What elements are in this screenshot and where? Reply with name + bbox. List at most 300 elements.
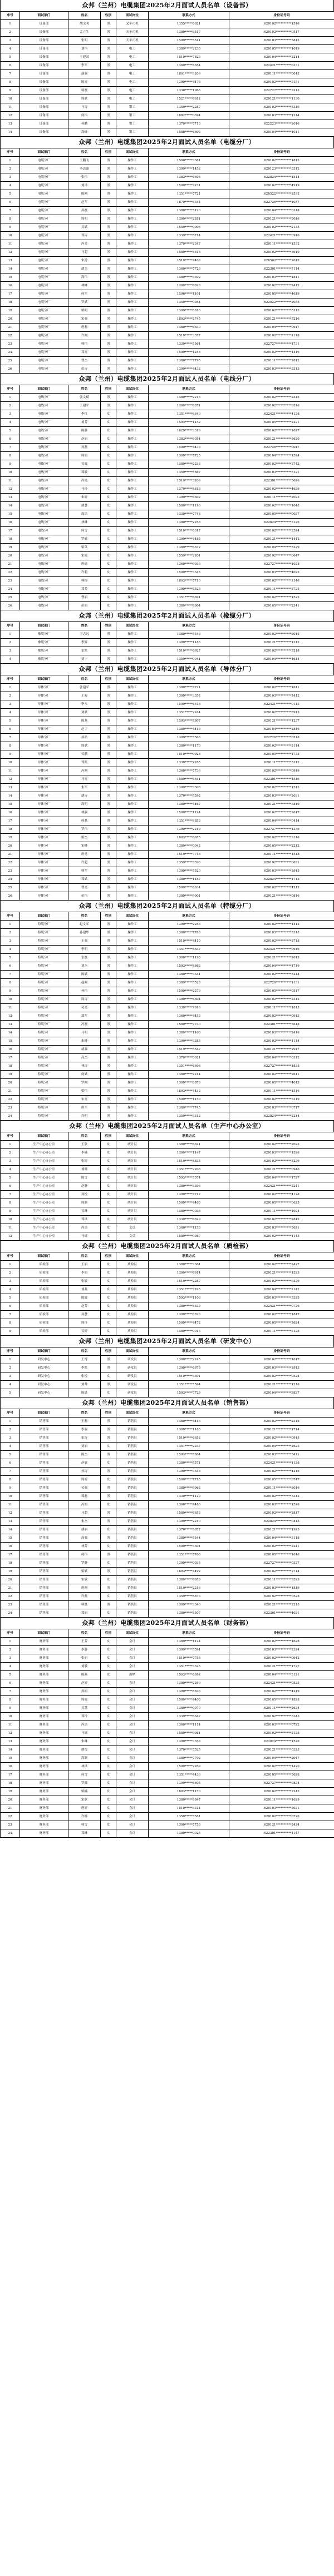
cell-phone: 1389*****6630 <box>149 324 229 332</box>
cell-phone: 1599*****5511 <box>149 37 229 45</box>
table-row <box>1 937 334 946</box>
cell-position: 销售员 <box>116 1534 149 1543</box>
cell-gender: 男 <box>101 207 116 215</box>
cell-phone: 1893*****6675 <box>149 834 229 842</box>
cell-name: 宋欣 <box>68 1796 101 1804</box>
cell-index: 17 <box>1 1054 20 1062</box>
candidate-table <box>0 621 334 664</box>
cell-index: 14 <box>1 792 20 800</box>
cell-name: 邓斌 <box>68 876 101 884</box>
cell-id-number: 620111**********0012 <box>229 70 334 78</box>
table-row <box>1 1543 334 1551</box>
cell-id-number: 620105**********1019 <box>229 45 334 53</box>
cell-id-number: 620121**********2013 <box>229 954 334 962</box>
table-row <box>1 502 334 510</box>
cell-phone: 1589*****5518 <box>149 248 229 257</box>
cell-position: 操作工 <box>116 775 149 784</box>
cell-id-number: 620105**********1616 <box>229 1551 334 1559</box>
cell-name: 李红 <box>68 410 101 419</box>
cell-name: 唐磊 <box>68 324 101 332</box>
cell-position: 质检员 <box>116 1319 149 1327</box>
section-title: 众邦（兰州）电缆集团2025年2月面试人员名单（电线分厂） <box>0 373 334 385</box>
table-row <box>1 1646 334 1654</box>
cell-position: 会计 <box>116 1829 149 1838</box>
cell-index: 11 <box>1 767 20 775</box>
cell-name: 张凯 <box>68 647 101 655</box>
table-row <box>1 1071 334 1079</box>
table-row <box>1 734 334 742</box>
cell-index: 19 <box>1 544 20 552</box>
cell-position: 销售员 <box>116 1559 149 1568</box>
cell-name: 李楠 <box>68 1149 101 1157</box>
table-row <box>1 257 334 265</box>
cell-phone: 1389*****2214 <box>149 1071 229 1079</box>
table-row <box>1 884 334 892</box>
cell-id-number: 620102**********4128 <box>229 1191 334 1199</box>
table-row <box>1 867 334 876</box>
cell-phone: 1399*****4432 <box>149 365 229 374</box>
cell-position: 质检员 <box>116 1286 149 1294</box>
cell-phone: 1359*****2287 <box>149 103 229 112</box>
cell-position: 操作工 <box>116 750 149 759</box>
cell-phone: 1370*****0021 <box>149 1054 229 1062</box>
cell-position: 会计 <box>116 1663 149 1671</box>
cell-department: 电缆分厂 <box>20 349 68 357</box>
cell-name: 马明 <box>68 1029 101 1037</box>
cell-phone: 1351*****6637 <box>149 946 229 954</box>
header-index: 序号 <box>1 1252 20 1261</box>
cell-id-number: 620105**********2212 <box>229 842 334 851</box>
header-department: 面试部门 <box>20 622 68 630</box>
cell-position: 操作工 <box>116 444 149 452</box>
cell-gender: 女 <box>101 1576 116 1584</box>
cell-name: 冯洁 <box>68 1224 101 1232</box>
cell-phone: 1380*****2258 <box>149 519 229 527</box>
table-row <box>1 1062 334 1071</box>
table-row <box>1 265 334 273</box>
cell-gender: 女 <box>101 1269 116 1277</box>
cell-gender: 女 <box>101 469 116 477</box>
cell-id-number: 620103**********1526 <box>229 1149 334 1157</box>
cell-index: 7 <box>1 971 20 979</box>
cell-id-number: 620104**********3118 <box>229 1534 334 1543</box>
cell-department: 财务部 <box>20 1754 68 1763</box>
cell-department: 特缆分厂 <box>20 1004 68 1012</box>
cell-department: 电线分厂 <box>20 494 68 502</box>
cell-index: 8 <box>1 1199 20 1207</box>
cell-id-number: 620103**********4023 <box>229 569 334 577</box>
cell-position: 质检员 <box>116 1277 149 1286</box>
cell-name: 刘娜 <box>68 1166 101 1174</box>
table-row <box>1 1216 334 1224</box>
cell-index: 2 <box>1 1149 20 1157</box>
cell-gender: 女 <box>101 1609 116 1618</box>
cell-index: 19 <box>1 1071 20 1079</box>
cell-phone: 1399*****8876 <box>149 1079 229 1087</box>
table-row <box>1 750 334 759</box>
cell-phone: 1399*****7758 <box>149 1821 229 1829</box>
cell-department: 质检部 <box>20 1327 68 1336</box>
table-row <box>1 1037 334 1046</box>
cell-position: 质检员 <box>116 1327 149 1336</box>
cell-name: 陈刚 <box>68 190 101 198</box>
cell-name: 赵敏 <box>68 1459 101 1468</box>
cell-position: 会计 <box>116 1788 149 1796</box>
cell-position: 会计 <box>116 1813 149 1821</box>
cell-id-number: 620104**********0318 <box>229 207 334 215</box>
table-row <box>1 1389 334 1398</box>
cell-id-number: 620102**********3915 <box>229 709 334 717</box>
cell-gender: 男 <box>101 1356 116 1364</box>
cell-department: 销售部 <box>20 1526 68 1534</box>
header-index: 序号 <box>1 1409 20 1418</box>
cell-department: 研发中心 <box>20 1389 68 1398</box>
table-row <box>1 1381 334 1389</box>
cell-gender: 男 <box>101 800 116 809</box>
cell-id-number: 622421**********0916 <box>229 232 334 240</box>
table-row <box>1 349 334 357</box>
cell-name: 王欣 <box>68 1141 101 1149</box>
cell-phone: 1509*****4472 <box>149 1319 229 1327</box>
header-id-number: 身份证号码 <box>229 148 334 157</box>
cell-name: 刘芳 <box>68 419 101 427</box>
cell-gender: 女 <box>101 1746 116 1754</box>
cell-phone: 1509*****2279 <box>149 987 229 996</box>
table-row <box>1 1012 334 1021</box>
header-position: 面试岗位 <box>116 1409 149 1418</box>
candidate-table <box>0 675 334 901</box>
cell-phone: 1399*****3340 <box>149 1601 229 1609</box>
cell-name: 赵刚 <box>68 979 101 987</box>
cell-phone: 1370*****7713 <box>149 120 229 128</box>
cell-position: 销售员 <box>116 1434 149 1443</box>
cell-name: 许娜 <box>68 1813 101 1821</box>
cell-position: 钳工 <box>116 112 149 120</box>
table-row <box>1 1704 334 1713</box>
cell-name: 梁明 <box>68 307 101 315</box>
cell-phone: 1519*****3314 <box>149 1804 229 1813</box>
cell-gender: 男 <box>101 639 116 647</box>
cell-name: 林强 <box>68 809 101 817</box>
table-row <box>1 1418 334 1426</box>
cell-name: 胡杰 <box>68 265 101 273</box>
cell-gender: 男 <box>101 324 116 332</box>
cell-department: 财务部 <box>20 1771 68 1779</box>
table-row <box>1 1207 334 1216</box>
cell-department: 特缆分厂 <box>20 1096 68 1104</box>
cell-gender: 女 <box>101 1294 116 1302</box>
cell-department: 质检部 <box>20 1261 68 1269</box>
cell-gender: 女 <box>101 560 116 569</box>
cell-id-number: 620102**********0647 <box>229 552 334 560</box>
cell-id-number: 620102**********2718 <box>229 937 334 946</box>
cell-index: 4 <box>1 182 20 190</box>
cell-name: 张涛 <box>68 1434 101 1443</box>
cell-gender: 女 <box>101 1207 116 1216</box>
cell-department: 电缆分厂 <box>20 340 68 349</box>
table-row <box>1 1663 334 1671</box>
cell-name: 赵芳 <box>68 1302 101 1311</box>
cell-gender: 女 <box>101 1721 116 1729</box>
cell-gender: 男 <box>101 128 116 137</box>
cell-position: 操作工 <box>116 954 149 962</box>
cell-phone: 1380*****2269 <box>149 1679 229 1688</box>
table-row <box>1 190 334 198</box>
table-row <box>1 971 334 979</box>
cell-position: 操作工 <box>116 332 149 340</box>
cell-phone: 1519*****3377 <box>149 332 229 340</box>
cell-id-number: 620103**********3021 <box>229 1804 334 1813</box>
cell-id-number: 620102**********4249 <box>229 1688 334 1696</box>
cell-phone: 1399*****6603 <box>149 1779 229 1788</box>
cell-phone: 1389*****7792 <box>149 1754 229 1763</box>
cell-phone: 1519*****6652 <box>149 1434 229 1443</box>
cell-index: 7 <box>1 207 20 215</box>
cell-name: 张婷 <box>68 1157 101 1166</box>
cell-department: 销售部 <box>20 1576 68 1584</box>
cell-gender: 男 <box>101 1054 116 1062</box>
cell-department: 电线分厂 <box>20 477 68 485</box>
cell-index: 14 <box>1 502 20 510</box>
cell-index: 24 <box>1 876 20 884</box>
cell-id-number: 620102**********0919 <box>229 767 334 775</box>
cell-position: 操作工 <box>116 535 149 544</box>
header-department: 面试部门 <box>20 385 68 394</box>
table-row <box>1 1182 334 1191</box>
header-gender: 性别 <box>101 1629 116 1638</box>
cell-id-number: 620102**********2135 <box>229 223 334 232</box>
cell-id-number: 620103**********0722 <box>229 1721 334 1729</box>
header-position: 面试岗位 <box>116 1629 149 1638</box>
cell-index: 13 <box>1 1021 20 1029</box>
cell-phone: 1339*****5561 <box>149 340 229 349</box>
cell-position: 钳工 <box>116 128 149 137</box>
cell-name: 孙伟 <box>68 987 101 996</box>
cell-id-number: 620102**********2151 <box>229 78 334 87</box>
cell-gender: 男 <box>101 725 116 734</box>
cell-position: 会计 <box>116 1779 149 1788</box>
cell-index: 3 <box>1 410 20 419</box>
table-header-row <box>1 675 334 684</box>
cell-phone: 1521*****6612 <box>149 95 229 103</box>
cell-position: 操作工 <box>116 282 149 290</box>
table-row <box>1 684 334 692</box>
cell-department: 电缆分厂 <box>20 207 68 215</box>
header-phone: 联系方式 <box>149 1409 229 1418</box>
header-gender: 性别 <box>101 385 116 394</box>
cell-gender: 男 <box>101 884 116 892</box>
cell-name: 刘洋 <box>68 182 101 190</box>
cell-index: 12 <box>1 485 20 494</box>
cell-index: 16 <box>1 519 20 527</box>
cell-phone: 1593*****6692 <box>149 1671 229 1679</box>
cell-name: 张磊 <box>68 954 101 962</box>
cell-id-number: 620102**********0516 <box>229 402 334 410</box>
cell-department: 特缆分厂 <box>20 962 68 971</box>
cell-department: 电缆分厂 <box>20 198 68 207</box>
cell-phone: 1399*****6602 <box>149 494 229 502</box>
cell-id-number: 620102**********1420 <box>229 1763 334 1771</box>
cell-index: 18 <box>1 1779 20 1788</box>
table-row <box>1 419 334 427</box>
cell-department: 导体分厂 <box>20 717 68 725</box>
cell-phone: 1509*****6634 <box>149 884 229 892</box>
cell-index: 5 <box>1 53 20 62</box>
cell-department: 电线分厂 <box>20 427 68 435</box>
cell-name: 吴斌 <box>68 223 101 232</box>
cell-index: 22 <box>1 859 20 867</box>
cell-gender: 男 <box>101 1037 116 1046</box>
cell-gender: 女 <box>101 460 116 469</box>
cell-index: 5 <box>1 1451 20 1459</box>
cell-department: 导体分厂 <box>20 884 68 892</box>
cell-id-number: 620102**********5313 <box>229 307 334 315</box>
cell-name: 朱婷 <box>68 494 101 502</box>
cell-index: 20 <box>1 842 20 851</box>
cell-id-number: 620102**********1847 <box>229 1311 334 1319</box>
table-row <box>1 1277 334 1286</box>
cell-gender: 男 <box>101 103 116 112</box>
cell-id-number: 620502**********2013 <box>229 257 334 265</box>
cell-name: 周颖 <box>68 1199 101 1207</box>
cell-name: 韩雪 <box>68 1821 101 1829</box>
cell-name: 高峰 <box>68 128 101 137</box>
cell-gender: 男 <box>101 215 116 223</box>
cell-position: 操作工 <box>116 792 149 800</box>
cell-gender: 女 <box>101 1704 116 1713</box>
cell-id-number: 622824**********1713 <box>229 876 334 884</box>
cell-id-number: 620121**********1312 <box>229 639 334 647</box>
cell-department: 财务部 <box>20 1813 68 1821</box>
cell-index: 13 <box>1 257 20 265</box>
cell-id-number: 620104**********2947 <box>229 1754 334 1763</box>
cell-name: 宋霞 <box>68 552 101 560</box>
cell-phone: 1399*****0035 <box>149 1559 229 1568</box>
cell-id-number: 620102**********3910 <box>229 248 334 257</box>
cell-id-number: 620102**********2714 <box>229 1568 334 1576</box>
table-row <box>1 1713 334 1721</box>
table-row <box>1 767 334 775</box>
cell-gender: 男 <box>101 767 116 775</box>
cell-id-number: 620102**********0915 <box>229 1434 334 1443</box>
header-index: 序号 <box>1 912 20 921</box>
cell-id-number: 620121**********0816 <box>229 892 334 901</box>
cell-gender: 女 <box>101 1654 116 1663</box>
table-row <box>1 37 334 45</box>
cell-name: 冯磊 <box>68 1021 101 1029</box>
cell-gender: 女 <box>101 1232 116 1241</box>
table-row <box>1 825 334 834</box>
cell-phone: 1509*****4465 <box>149 1199 229 1207</box>
cell-phone: 1389*****1168 <box>149 1029 229 1037</box>
cell-department: 特缆分厂 <box>20 1012 68 1021</box>
cell-phone: 1309*****8810 <box>149 307 229 315</box>
cell-phone: 1380*****5507 <box>149 1609 229 1618</box>
cell-id-number: 620102**********0524 <box>229 1372 334 1381</box>
cell-gender: 女 <box>101 1559 116 1568</box>
cell-id-number: 620102**********2015 <box>229 630 334 639</box>
cell-gender: 女 <box>101 1372 116 1381</box>
cell-phone: 1380*****4419 <box>149 725 229 734</box>
cell-id-number: 620123**********3312 <box>229 165 334 173</box>
cell-id-number: 620104**********1614 <box>229 655 334 664</box>
cell-name: 李军 <box>68 62 101 70</box>
cell-phone: 1351*****6640 <box>149 410 229 419</box>
table-row <box>1 232 334 240</box>
cell-name: 周玲 <box>68 1319 101 1327</box>
cell-index: 23 <box>1 867 20 876</box>
cell-index: 8 <box>1 1696 20 1704</box>
cell-position: 操作工 <box>116 519 149 527</box>
cell-position: 研发员 <box>116 1356 149 1364</box>
cell-name: 邓芳 <box>68 585 101 594</box>
cell-id-number: 620121**********0323 <box>229 1746 334 1754</box>
table-row <box>1 290 334 299</box>
header-position: 面试岗位 <box>116 675 149 684</box>
cell-index: 1 <box>1 157 20 165</box>
table-row <box>1 410 334 419</box>
cell-phone: 1519*****3209 <box>149 477 229 485</box>
cell-phone: 1351*****7768 <box>149 1551 229 1559</box>
cell-position: 操作工 <box>116 324 149 332</box>
cell-position: 操作工 <box>116 892 149 901</box>
cell-position: 会计 <box>116 1688 149 1696</box>
table-row <box>1 1534 334 1543</box>
cell-department: 电线分厂 <box>20 544 68 552</box>
cell-phone: 1380*****5571 <box>149 1459 229 1468</box>
cell-name: 李强 <box>68 1426 101 1434</box>
cell-index: 3 <box>1 1157 20 1166</box>
table-row <box>1 1501 334 1509</box>
cell-id-number: 620103**********1214 <box>229 112 334 120</box>
cell-index: 3 <box>1 1654 20 1663</box>
cell-index: 9 <box>1 987 20 996</box>
table-row <box>1 1054 334 1062</box>
cell-position: 操作工 <box>116 842 149 851</box>
cell-index: 4 <box>1 1443 20 1451</box>
table-row <box>1 1763 334 1771</box>
cell-id-number: 620102**********0517 <box>229 28 334 37</box>
cell-position: 操作工 <box>116 340 149 349</box>
cell-index: 9 <box>1 223 20 232</box>
cell-name: 刘燕 <box>68 1286 101 1294</box>
cell-department: 电缆分厂 <box>20 332 68 340</box>
header-position: 面试岗位 <box>116 148 149 157</box>
cell-phone: 1399*****8826 <box>149 1311 229 1319</box>
cell-gender: 男 <box>101 1584 116 1593</box>
cell-index: 11 <box>1 1004 20 1012</box>
cell-gender: 女 <box>101 1182 116 1191</box>
cell-position: 操作工 <box>116 1096 149 1104</box>
cell-id-number: 620102**********2412 <box>229 282 334 290</box>
cell-department: 电缆分厂 <box>20 182 68 190</box>
table-row <box>1 45 334 53</box>
cell-id-number: 620102**********1523 <box>229 594 334 602</box>
cell-index: 18 <box>1 299 20 307</box>
cell-department: 生产中心办公室 <box>20 1191 68 1199</box>
cell-phone: 1399*****2281 <box>149 215 229 223</box>
table-row <box>1 1804 334 1813</box>
cell-department: 设备部 <box>20 128 68 137</box>
cell-name: 孙涛 <box>68 1468 101 1476</box>
table-row <box>1 1112 334 1121</box>
cell-name: 郑玲 <box>68 1713 101 1721</box>
cell-gender: 女 <box>101 510 116 519</box>
table-row <box>1 223 334 232</box>
cell-index: 6 <box>1 725 20 734</box>
table-row <box>1 800 334 809</box>
cell-position: 操作工 <box>116 1104 149 1112</box>
